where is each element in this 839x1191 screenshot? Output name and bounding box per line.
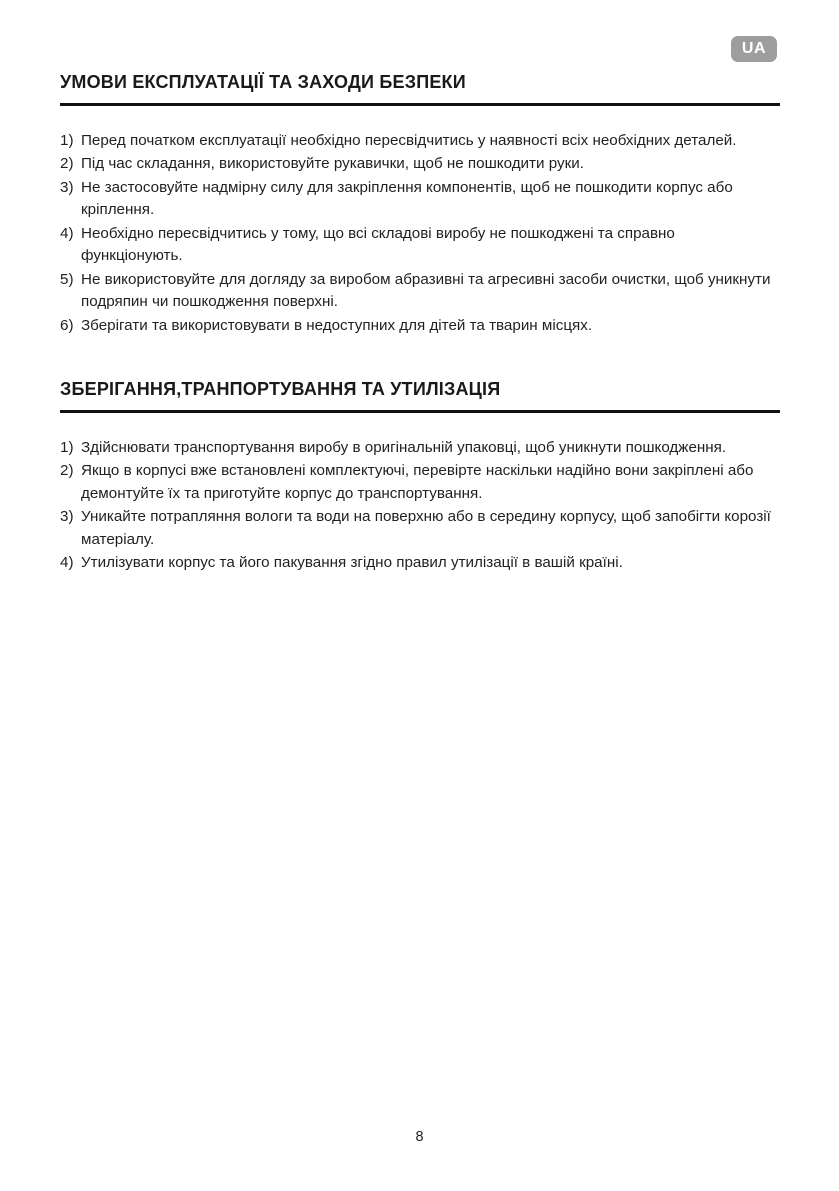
list-item-text: Під час складання, використовуйте рукавички, щоб не пошкодити руки.	[81, 155, 584, 173]
list-item-number: 3)	[60, 178, 74, 196]
list-item-number: 6)	[60, 316, 74, 334]
section-title-usage-safety: УМОВИ ЕКСПЛУАТАЦІЇ ТА ЗАХОДИ БЕЗПЕКИ	[60, 72, 780, 106]
list-item-number: 1)	[60, 438, 74, 456]
list-item	[60, 177, 780, 222]
list-item	[60, 506, 780, 551]
list-item	[60, 552, 780, 575]
list-item-text: Здійснювати транспортування виробу в оригінальній упаковці, щоб уникнути пошкодження.	[81, 438, 727, 456]
list-item	[60, 460, 780, 505]
list-item	[60, 315, 780, 338]
list-item-text: Якщо в корпусі вже встановлені комплектуючі, перевірте наскільки надійно вони закріплені або демонтуйте їх та приготуйте корпус до транспортування.	[81, 462, 754, 502]
list-item-number: 4)	[60, 224, 74, 242]
list-item-text: Не застосовуйте надмірну силу для закріплення компонентів, щоб не пошкодити корпус або кріплення.	[81, 178, 733, 219]
list-item-text: Перед початком експлуатації необхідно пересвідчитись у наявності всіх необхідних деталей.	[81, 131, 737, 149]
usage-safety-list	[60, 130, 780, 338]
list-item-number: 4)	[60, 554, 74, 572]
list-item-text: Не використовуйте для догляду за виробом абразивні та агресивні засоби очистки, щоб уникнути подряпин чи пошкодження поверхні.	[81, 270, 771, 311]
page-number: 8	[415, 1129, 424, 1145]
language-badge: UA	[731, 36, 777, 62]
list-item-text: Необхідно пересвідчитись у тому, що всі складові виробу не пошкоджені та справно функціонують.	[81, 224, 675, 265]
list-item-number: 1)	[60, 131, 74, 149]
list-item-number: 2)	[60, 462, 74, 480]
list-item-number: 2)	[60, 155, 74, 173]
list-item-text: Уникайте потрапляння вологи та води на поверхню або в середину корпусу, щоб запобігти корозії матеріалу.	[81, 508, 771, 548]
list-item-text: Утилізувати корпус та його пакування згідно правил утилізації в вашій країні.	[81, 554, 623, 572]
list-item	[60, 153, 780, 176]
list-item	[60, 130, 780, 153]
list-item	[60, 269, 780, 314]
page-content	[0, 0, 839, 575]
list-item	[60, 223, 780, 268]
list-item-number: 5)	[60, 270, 74, 288]
storage-transport-list	[60, 437, 780, 575]
list-item	[60, 437, 780, 460]
list-item-number: 3)	[60, 508, 74, 526]
section-title-storage-transport: ЗБЕРІГАННЯ,ТРАНПОРТУВАННЯ ТА УТИЛІЗАЦІЯ	[60, 379, 780, 413]
list-item-text: Зберігати та використовувати в недоступних для дітей та тварин місцях.	[81, 316, 593, 334]
